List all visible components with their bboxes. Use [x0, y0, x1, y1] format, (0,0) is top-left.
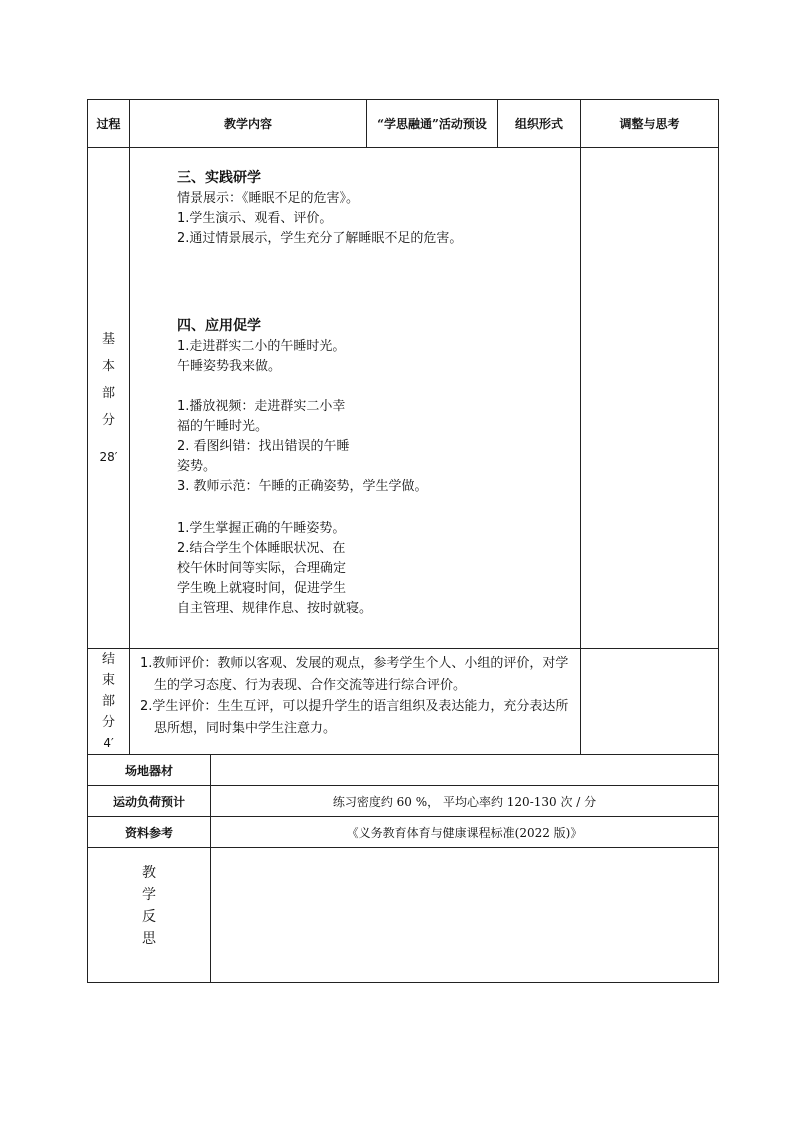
reflection-row: [88, 848, 719, 983]
load-row: [88, 786, 719, 817]
header-content: 教学内容: [130, 100, 367, 148]
lesson-plan-table: [87, 99, 719, 983]
header-row: [88, 100, 719, 148]
practice-title: 三、实践研学: [177, 170, 261, 186]
header-adjust: 调整与思考: [581, 100, 719, 148]
ending-stage-label: 结 束 部 分 4′: [88, 649, 130, 755]
venue-row: [88, 755, 719, 786]
venue-label: 场地器材: [88, 755, 211, 786]
ending-item: 2.学生评价：生生互评，可以提升学生的语言组织及表达能力，充分表达所思所想，同时集中学生注意力。: [140, 699, 569, 736]
reference-label: 资料参考: [88, 817, 211, 848]
goal-block: 1.学生掌握正确的午睡姿势。 2.结合学生个体睡眠状况、在 校午休时间等实际，合理确定 学生晚上就寝时间，促进学生 自主管理、规律作息、按时就寝。: [177, 521, 373, 616]
reference-value: 《义务教育体育与健康课程标准(2022 版)》: [211, 817, 719, 848]
ending-content: [130, 649, 581, 755]
header-organization: 组织形式: [498, 100, 581, 148]
load-value: 练习密度约 60 %， 平均心率约 120-130 次 / 分: [211, 786, 719, 817]
basic-section-row: [88, 148, 719, 649]
video-block: 1.播放视频：走进群实二小幸 福的午睡时光。 2. 看图纠错：找出错误的午睡 姿势。 3. 教师示范：午睡的正确姿势，学生学做。: [177, 399, 428, 494]
apply-title: 四、应用促学: [177, 318, 261, 334]
basic-time: 28′: [99, 449, 118, 464]
load-label: 运动负荷预计: [88, 786, 211, 817]
ending-section-row: [88, 649, 719, 755]
header-process: 过程: [88, 100, 130, 148]
ending-adjust-cell: [581, 649, 719, 755]
basic-content: [130, 148, 581, 649]
header-activity: “学思融通”活动预设: [367, 100, 498, 148]
basic-stage-label: 基 本 部 分 28′: [88, 148, 130, 649]
ending-item: 1.教师评价：教师以客观、发展的观点，参考学生个人、小组的评价，对学生的学习态度、行为表现、合作交流等进行综合评价。: [140, 656, 569, 693]
reflection-label: 教 学 反 思: [88, 848, 211, 983]
reflection-content: [211, 848, 719, 983]
venue-value: [211, 755, 719, 786]
basic-adjust-cell: [581, 148, 719, 649]
reference-row: [88, 817, 719, 848]
apply-block: 四、应用促学 1.走进群实二小的午睡时光。 午睡姿势我来做。: [130, 249, 580, 377]
ending-time: 4′: [103, 736, 114, 750]
practice-block: 三、实践研学 情景展示：《睡眠不足的危害》。 1.学生演示、观看、评价。 2.通过情景展示，学生充分了解睡眠不足的危害。: [130, 148, 580, 249]
